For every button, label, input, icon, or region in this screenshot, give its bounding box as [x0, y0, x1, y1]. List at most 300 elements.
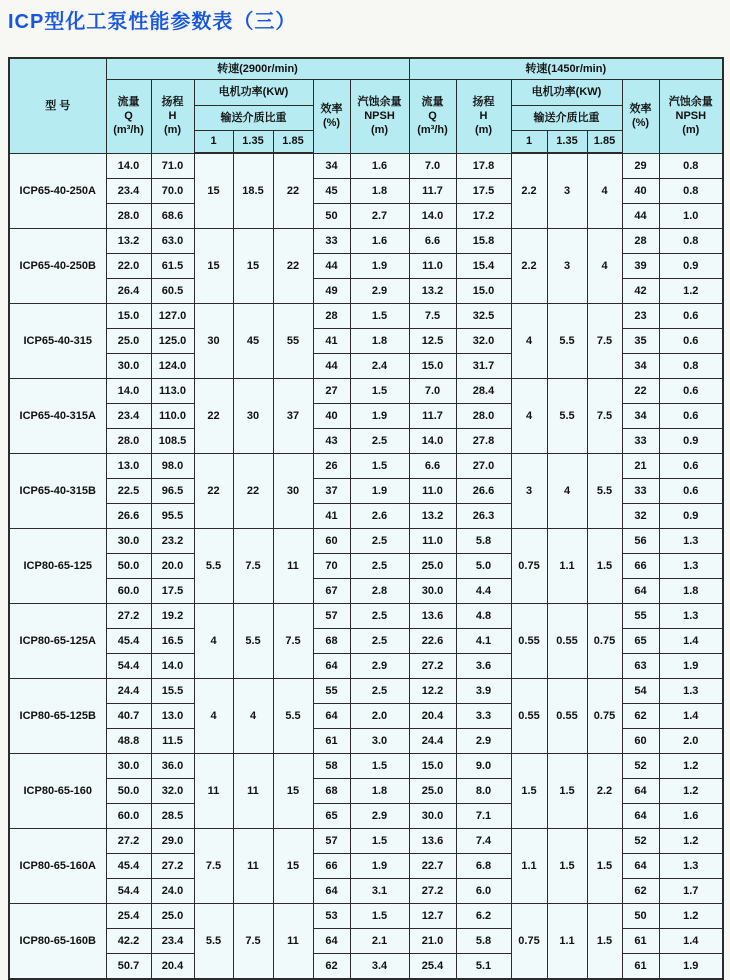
head-cell: 4.8 [456, 603, 511, 628]
head-cell: 124.0 [151, 353, 194, 378]
efficiency-cell: 53 [313, 903, 350, 928]
efficiency-cell: 41 [313, 503, 350, 528]
head-cell: 15.8 [456, 228, 511, 253]
flow-cell: 50.7 [106, 953, 151, 979]
npsh-cell: 0.8 [659, 228, 723, 253]
npsh-cell: 1.6 [350, 153, 409, 178]
efficiency-cell: 58 [313, 753, 350, 778]
power-cell: 22 [273, 153, 313, 228]
efficiency-cell: 44 [622, 203, 659, 228]
model-cell: ICP80-65-160B [9, 903, 106, 979]
flow-cell: 25.4 [106, 903, 151, 928]
head-cell: 3.6 [456, 653, 511, 678]
flow-cell: 13.0 [106, 453, 151, 478]
efficiency-cell: 64 [313, 878, 350, 903]
power-cell: 22 [233, 453, 273, 528]
page-title: ICP型化工泵性能参数表（三） [8, 11, 297, 33]
efficiency-cell: 28 [313, 303, 350, 328]
flow-cell: 30.0 [409, 803, 456, 828]
flow-cell: 14.0 [409, 428, 456, 453]
npsh-cell: 0.9 [659, 253, 723, 278]
efficiency-cell: 64 [622, 778, 659, 803]
head-cell: 27.8 [456, 428, 511, 453]
flow-cell: 11.7 [409, 403, 456, 428]
efficiency-cell: 66 [622, 553, 659, 578]
power-cell: 4 [194, 678, 233, 753]
power-cell: 0.75 [587, 678, 622, 753]
efficiency-cell: 62 [313, 953, 350, 979]
gravity-value-header: 1.85 [587, 131, 622, 154]
head-cell: 95.5 [151, 503, 194, 528]
head-cell: 61.5 [151, 253, 194, 278]
npsh-cell: 1.5 [350, 303, 409, 328]
npsh-cell: 1.4 [659, 628, 723, 653]
head-cell: 32.0 [151, 778, 194, 803]
efficiency-header-2900: 效率 (%) [313, 80, 350, 154]
flow-cell: 12.7 [409, 903, 456, 928]
npsh-cell: 2.0 [350, 703, 409, 728]
gravity-value-header: 1.35 [547, 131, 587, 154]
head-cell: 17.2 [456, 203, 511, 228]
gravity-value-header: 1.85 [273, 131, 313, 154]
efficiency-cell: 34 [622, 403, 659, 428]
flow-cell: 22.6 [409, 628, 456, 653]
efficiency-cell: 21 [622, 453, 659, 478]
head-cell: 17.5 [151, 578, 194, 603]
gravity-value-header: 1 [194, 131, 233, 154]
speed-1450-header: 转速(1450r/min) [409, 58, 723, 80]
efficiency-cell: 64 [622, 803, 659, 828]
head-cell: 108.5 [151, 428, 194, 453]
power-cell: 15 [273, 828, 313, 903]
npsh-cell: 0.6 [659, 403, 723, 428]
flow-cell: 22.7 [409, 853, 456, 878]
flow-cell: 26.6 [106, 503, 151, 528]
flow-cell: 30.0 [106, 353, 151, 378]
model-column-header: 型 号 [9, 58, 106, 153]
flow-cell: 15.0 [106, 303, 151, 328]
npsh-cell: 3.4 [350, 953, 409, 979]
speed-2900-header: 转速(2900r/min) [106, 58, 409, 80]
npsh-cell: 0.6 [659, 453, 723, 478]
efficiency-cell: 61 [313, 728, 350, 753]
npsh-cell: 0.9 [659, 503, 723, 528]
efficiency-cell: 50 [313, 203, 350, 228]
power-cell: 3 [511, 453, 547, 528]
head-cell: 32.0 [456, 328, 511, 353]
head-cell: 6.8 [456, 853, 511, 878]
head-cell: 8.0 [456, 778, 511, 803]
efficiency-cell: 34 [622, 353, 659, 378]
head-cell: 24.0 [151, 878, 194, 903]
table-header [9, 58, 723, 153]
flow-cell: 13.6 [409, 603, 456, 628]
efficiency-cell: 57 [313, 603, 350, 628]
efficiency-cell: 52 [622, 753, 659, 778]
head-header-1450: 扬程 H (m) [456, 80, 511, 154]
flow-cell: 28.0 [106, 428, 151, 453]
head-cell: 6.0 [456, 878, 511, 903]
efficiency-cell: 44 [313, 253, 350, 278]
power-cell: 0.55 [511, 678, 547, 753]
power-cell: 1.5 [587, 903, 622, 979]
efficiency-cell: 67 [313, 578, 350, 603]
npsh-cell: 1.3 [659, 553, 723, 578]
npsh-cell: 0.6 [659, 378, 723, 403]
power-cell: 45 [233, 303, 273, 378]
efficiency-cell: 37 [313, 478, 350, 503]
npsh-cell: 2.7 [350, 203, 409, 228]
npsh-cell: 1.9 [350, 478, 409, 503]
npsh-cell: 0.6 [659, 303, 723, 328]
power-cell: 0.75 [511, 903, 547, 979]
head-cell: 13.0 [151, 703, 194, 728]
npsh-cell: 1.2 [659, 778, 723, 803]
table-row [9, 678, 723, 703]
flow-cell: 22.5 [106, 478, 151, 503]
flow-cell: 23.4 [106, 403, 151, 428]
flow-cell: 12.5 [409, 328, 456, 353]
efficiency-cell: 54 [622, 678, 659, 703]
head-cell: 98.0 [151, 453, 194, 478]
npsh-cell: 2.5 [350, 628, 409, 653]
head-cell: 7.1 [456, 803, 511, 828]
power-cell: 7.5 [587, 303, 622, 378]
head-cell: 2.9 [456, 728, 511, 753]
table-row [9, 903, 723, 928]
power-cell: 22 [194, 453, 233, 528]
flow-cell: 6.6 [409, 453, 456, 478]
flow-cell: 22.0 [106, 253, 151, 278]
head-cell: 3.3 [456, 703, 511, 728]
npsh-cell: 1.3 [659, 528, 723, 553]
efficiency-cell: 55 [313, 678, 350, 703]
table-row [9, 153, 723, 178]
gravity-header-1450: 输送介质比重 [511, 106, 622, 131]
efficiency-cell: 33 [622, 428, 659, 453]
power-cell: 5.5 [194, 528, 233, 603]
power-cell: 7.5 [233, 528, 273, 603]
table-row [9, 228, 723, 253]
npsh-cell: 1.8 [350, 328, 409, 353]
efficiency-cell: 57 [313, 828, 350, 853]
head-cell: 26.3 [456, 503, 511, 528]
efficiency-cell: 64 [313, 703, 350, 728]
flow-cell: 54.4 [106, 653, 151, 678]
power-cell: 18.5 [233, 153, 273, 228]
power-cell: 4 [233, 678, 273, 753]
flow-cell: 60.0 [106, 578, 151, 603]
head-cell: 26.6 [456, 478, 511, 503]
gravity-header-2900: 输送介质比重 [194, 106, 313, 131]
power-cell: 4 [547, 453, 587, 528]
flow-cell: 12.2 [409, 678, 456, 703]
flow-cell: 11.0 [409, 528, 456, 553]
npsh-cell: 1.9 [659, 653, 723, 678]
power-cell: 11 [273, 903, 313, 979]
efficiency-cell: 50 [622, 903, 659, 928]
power-cell: 11 [194, 753, 233, 828]
flow-cell: 13.2 [106, 228, 151, 253]
model-cell: ICP65-40-315B [9, 453, 106, 528]
head-cell: 27.0 [456, 453, 511, 478]
npsh-cell: 1.2 [659, 828, 723, 853]
head-cell: 20.0 [151, 553, 194, 578]
efficiency-cell: 42 [622, 278, 659, 303]
head-cell: 14.0 [151, 653, 194, 678]
head-cell: 31.7 [456, 353, 511, 378]
head-cell: 110.0 [151, 403, 194, 428]
efficiency-cell: 63 [622, 653, 659, 678]
flow-cell: 30.0 [106, 528, 151, 553]
head-cell: 23.4 [151, 928, 194, 953]
efficiency-cell: 34 [313, 153, 350, 178]
head-cell: 15.4 [456, 253, 511, 278]
npsh-cell: 1.6 [350, 228, 409, 253]
npsh-cell: 1.4 [659, 703, 723, 728]
npsh-cell: 0.9 [659, 428, 723, 453]
model-cell: ICP65-40-315A [9, 378, 106, 453]
power-cell: 7.5 [587, 378, 622, 453]
efficiency-cell: 55 [622, 603, 659, 628]
npsh-cell: 2.5 [350, 428, 409, 453]
efficiency-cell: 33 [622, 478, 659, 503]
flow-cell: 13.6 [409, 828, 456, 853]
head-cell: 23.2 [151, 528, 194, 553]
power-cell: 1.1 [547, 528, 587, 603]
flow-cell: 25.0 [409, 553, 456, 578]
npsh-cell: 2.6 [350, 503, 409, 528]
power-cell: 5.5 [233, 603, 273, 678]
head-cell: 25.0 [151, 903, 194, 928]
efficiency-cell: 33 [313, 228, 350, 253]
efficiency-cell: 64 [622, 853, 659, 878]
flow-cell: 20.4 [409, 703, 456, 728]
head-cell: 11.5 [151, 728, 194, 753]
model-cell: ICP80-65-160A [9, 828, 106, 903]
power-cell: 55 [273, 303, 313, 378]
power-cell: 1.1 [547, 903, 587, 979]
npsh-cell: 1.3 [659, 678, 723, 703]
npsh-cell: 2.9 [350, 278, 409, 303]
head-cell: 16.5 [151, 628, 194, 653]
efficiency-cell: 40 [313, 403, 350, 428]
npsh-cell: 1.5 [350, 453, 409, 478]
model-cell: ICP80-65-125A [9, 603, 106, 678]
npsh-cell: 1.6 [659, 803, 723, 828]
flow-header-2900: 流量 Q (m³/h) [106, 80, 151, 154]
head-cell: 3.9 [456, 678, 511, 703]
power-cell: 7.5 [273, 603, 313, 678]
npsh-cell: 1.3 [659, 853, 723, 878]
efficiency-cell: 29 [622, 153, 659, 178]
efficiency-cell: 32 [622, 503, 659, 528]
head-cell: 5.8 [456, 528, 511, 553]
flow-cell: 21.0 [409, 928, 456, 953]
flow-cell: 26.4 [106, 278, 151, 303]
efficiency-cell: 70 [313, 553, 350, 578]
head-cell: 32.5 [456, 303, 511, 328]
efficiency-cell: 61 [622, 928, 659, 953]
head-cell: 63.0 [151, 228, 194, 253]
power-cell: 3 [547, 153, 587, 228]
flow-cell: 11.0 [409, 478, 456, 503]
head-cell: 27.2 [151, 853, 194, 878]
power-cell: 5.5 [547, 378, 587, 453]
npsh-cell: 1.5 [350, 903, 409, 928]
npsh-cell: 1.0 [659, 203, 723, 228]
head-cell: 28.5 [151, 803, 194, 828]
head-cell: 127.0 [151, 303, 194, 328]
head-cell: 19.2 [151, 603, 194, 628]
flow-cell: 24.4 [106, 678, 151, 703]
npsh-cell: 1.5 [350, 753, 409, 778]
head-cell: 7.4 [456, 828, 511, 853]
efficiency-cell: 41 [313, 328, 350, 353]
npsh-cell: 1.8 [350, 178, 409, 203]
flow-cell: 60.0 [106, 803, 151, 828]
flow-cell: 24.4 [409, 728, 456, 753]
power-cell: 30 [233, 378, 273, 453]
table-row [9, 603, 723, 628]
table-row [9, 753, 723, 778]
flow-cell: 50.0 [106, 553, 151, 578]
flow-cell: 14.0 [106, 153, 151, 178]
flow-cell: 40.7 [106, 703, 151, 728]
table-row [9, 303, 723, 328]
model-cell: ICP65-40-250B [9, 228, 106, 303]
power-cell: 30 [273, 453, 313, 528]
flow-cell: 45.4 [106, 628, 151, 653]
power-cell: 0.55 [511, 603, 547, 678]
npsh-cell: 1.2 [659, 753, 723, 778]
flow-cell: 15.0 [409, 753, 456, 778]
efficiency-cell: 61 [622, 953, 659, 979]
head-cell: 9.0 [456, 753, 511, 778]
flow-cell: 27.2 [106, 603, 151, 628]
efficiency-cell: 40 [622, 178, 659, 203]
flow-cell: 15.0 [409, 353, 456, 378]
efficiency-cell: 35 [622, 328, 659, 353]
efficiency-cell: 26 [313, 453, 350, 478]
head-cell: 4.4 [456, 578, 511, 603]
efficiency-cell: 43 [313, 428, 350, 453]
power-cell: 5.5 [273, 678, 313, 753]
table-row [9, 828, 723, 853]
flow-cell: 28.0 [106, 203, 151, 228]
power-cell: 5.5 [194, 903, 233, 979]
npsh-cell: 2.5 [350, 528, 409, 553]
npsh-cell: 1.9 [659, 953, 723, 979]
npsh-cell: 1.7 [659, 878, 723, 903]
efficiency-cell: 52 [622, 828, 659, 853]
npsh-cell: 1.8 [350, 778, 409, 803]
head-cell: 68.6 [151, 203, 194, 228]
efficiency-cell: 64 [313, 928, 350, 953]
efficiency-header-1450: 效率 (%) [622, 80, 659, 154]
efficiency-cell: 60 [622, 728, 659, 753]
npsh-cell: 1.5 [350, 378, 409, 403]
power-cell: 15 [273, 753, 313, 828]
npsh-cell: 1.9 [350, 253, 409, 278]
power-cell: 15 [194, 153, 233, 228]
head-cell: 29.0 [151, 828, 194, 853]
head-cell: 113.0 [151, 378, 194, 403]
npsh-cell: 0.8 [659, 353, 723, 378]
head-cell: 20.4 [151, 953, 194, 979]
power-cell: 11 [233, 828, 273, 903]
power-cell: 22 [194, 378, 233, 453]
efficiency-cell: 23 [622, 303, 659, 328]
model-cell: ICP80-65-160 [9, 753, 106, 828]
flow-cell: 11.0 [409, 253, 456, 278]
npsh-cell: 0.6 [659, 478, 723, 503]
table-row [9, 378, 723, 403]
model-cell: ICP80-65-125 [9, 528, 106, 603]
head-cell: 70.0 [151, 178, 194, 203]
flow-cell: 7.0 [409, 378, 456, 403]
flow-cell: 13.2 [409, 503, 456, 528]
power-cell: 5.5 [547, 303, 587, 378]
efficiency-cell: 68 [313, 628, 350, 653]
head-cell: 17.5 [456, 178, 511, 203]
power-cell: 5.5 [587, 453, 622, 528]
power-cell: 7.5 [194, 828, 233, 903]
flow-cell: 6.6 [409, 228, 456, 253]
npsh-cell: 3.0 [350, 728, 409, 753]
power-cell: 15 [194, 228, 233, 303]
efficiency-cell: 66 [313, 853, 350, 878]
head-cell: 6.2 [456, 903, 511, 928]
power-cell: 2.2 [511, 228, 547, 303]
npsh-cell: 1.9 [350, 853, 409, 878]
flow-cell: 54.4 [106, 878, 151, 903]
power-cell: 4 [511, 378, 547, 453]
power-cell: 4 [587, 228, 622, 303]
npsh-cell: 2.0 [659, 728, 723, 753]
efficiency-cell: 28 [622, 228, 659, 253]
npsh-cell: 1.9 [350, 403, 409, 428]
power-cell: 4 [587, 153, 622, 228]
npsh-cell: 2.1 [350, 928, 409, 953]
npsh-cell: 2.5 [350, 678, 409, 703]
npsh-cell: 2.5 [350, 603, 409, 628]
npsh-cell: 0.6 [659, 328, 723, 353]
flow-cell: 27.2 [106, 828, 151, 853]
efficiency-cell: 39 [622, 253, 659, 278]
head-cell: 5.0 [456, 553, 511, 578]
efficiency-cell: 62 [622, 878, 659, 903]
power-cell: 1.5 [547, 828, 587, 903]
power-cell: 2.2 [587, 753, 622, 828]
efficiency-cell: 65 [313, 803, 350, 828]
head-cell: 5.1 [456, 953, 511, 979]
npsh-cell: 1.4 [659, 928, 723, 953]
power-cell: 4 [194, 603, 233, 678]
npsh-cell: 2.9 [350, 653, 409, 678]
npsh-header-2900: 汽蚀余量 NPSH (m) [350, 80, 409, 154]
flow-cell: 27.2 [409, 653, 456, 678]
efficiency-cell: 44 [313, 353, 350, 378]
power-cell: 0.55 [547, 603, 587, 678]
head-cell: 71.0 [151, 153, 194, 178]
power-cell: 3 [547, 228, 587, 303]
power-cell: 22 [273, 228, 313, 303]
npsh-cell: 2.5 [350, 553, 409, 578]
power-cell: 37 [273, 378, 313, 453]
flow-cell: 14.0 [409, 203, 456, 228]
flow-cell: 7.5 [409, 303, 456, 328]
